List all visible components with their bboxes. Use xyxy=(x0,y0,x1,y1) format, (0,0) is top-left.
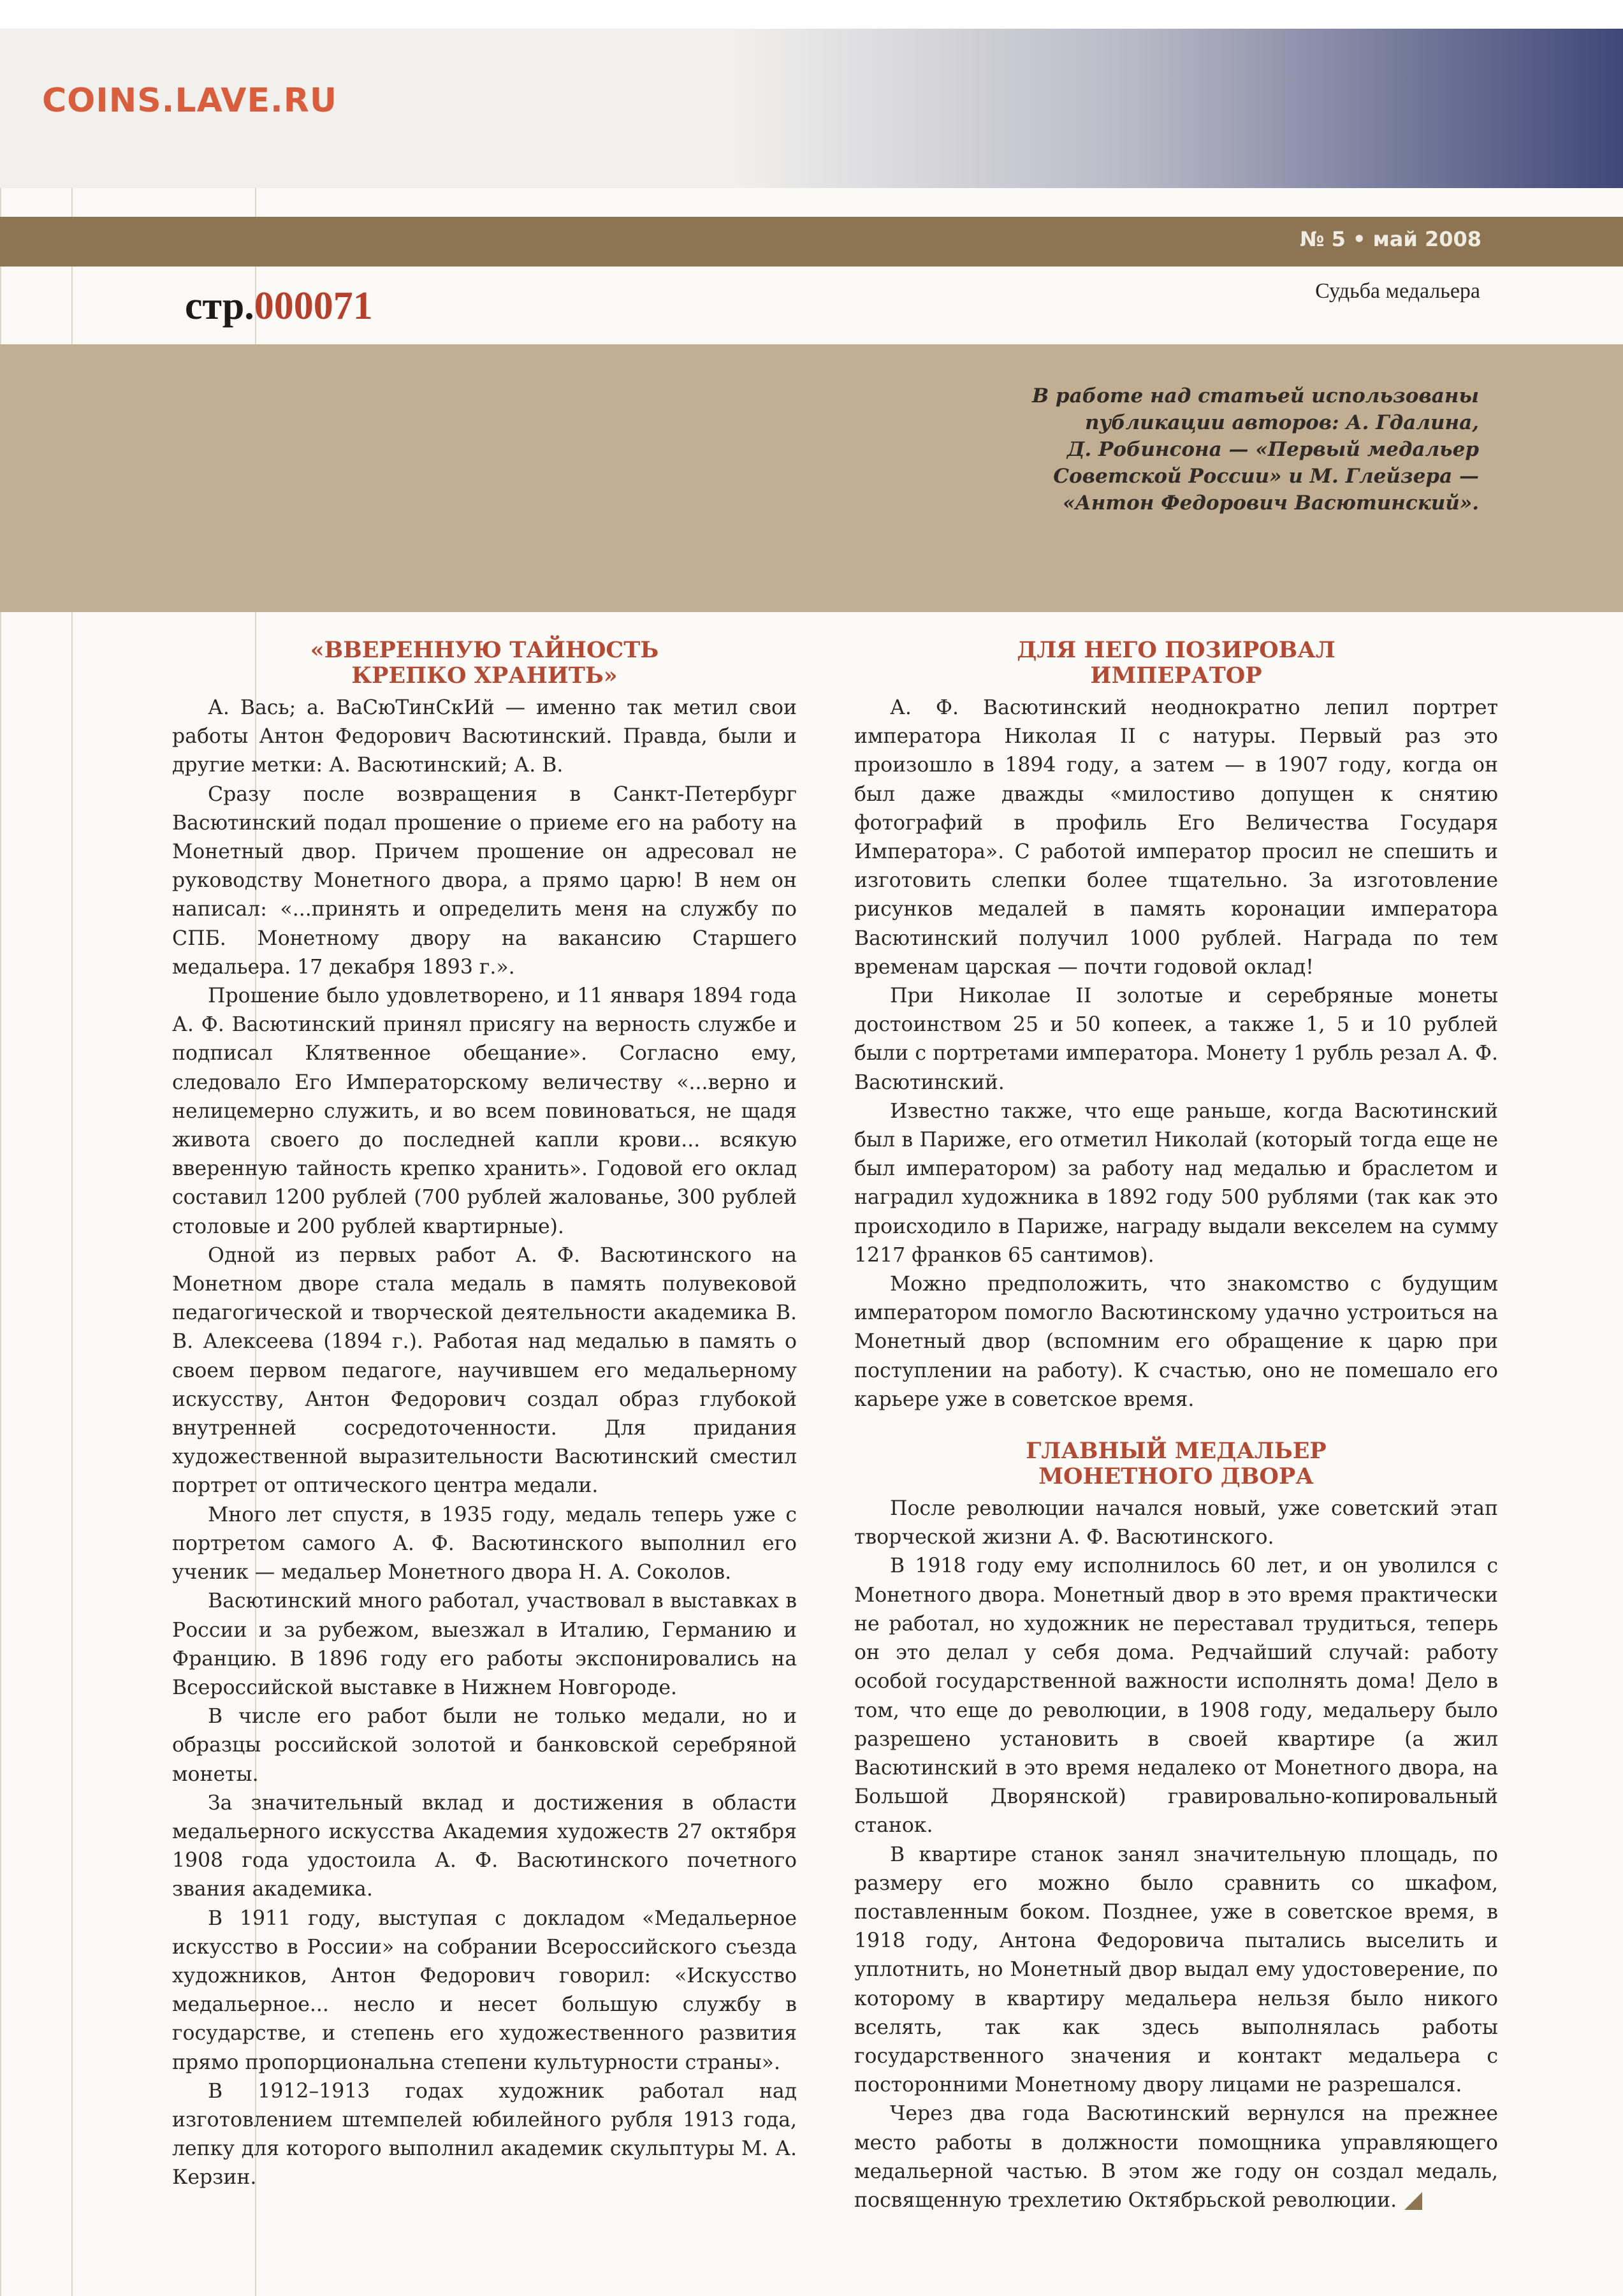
paragraph: После революции начался новый, уже советский этап творческой жизни А. Ф. Васютинского. xyxy=(854,1497,1498,1549)
paragraph-text: Через два года Васютинский вернулся на прежнее место работы в должности помощника управляющего медальерной частью. В этом же году он создал медаль, посвященную трехлетию Октябрьской революции. xyxy=(854,2102,1498,2212)
paragraph: А. Вась; а. ВаСюТинСкИй — именно так метил свои работы Антон Федорович Васютинский. Правда, были и другие метки: А. Васютинский; А. В. xyxy=(172,696,797,777)
heading-line: ИМПЕРАТОР xyxy=(1090,662,1262,689)
paragraph: Одной из первых работ А. Ф. Васютинского на Монетном дворе стала медаль в память полувековой педагогической и творческой деятельности академика В. В. Алексеева (1894 г.). Работая над медалью в память о своем первом педагоге, научившем его медальерному искусству, Антон Федорович создал образ глубокой внутренней сосредоточенности. Для придания художественной выразительности Васютинский сместил портрет от оптического центра медали. xyxy=(172,1243,797,1498)
paragraph: Можно предположить, что знакомство с будущим императором помогло Васютинскому удачно устроиться на Монетный двор (вспомним его обращение к царю при поступлении на работу). К счастью, оно не помешало его карьере уже в советское время. xyxy=(854,1273,1498,1411)
paragraph: За значительный вклад и достижения в области медальерного искусства Академия художеств 27 октября 1908 года удостоила А. Ф. Васютинского почетного звания академика. xyxy=(172,1791,797,1901)
issue-label: № 5 • май 2008 xyxy=(1299,227,1481,251)
section-heading xyxy=(854,638,1498,689)
paragraph: В 1918 году ему исполнилось 60 лет, и он уволился с Монетного двора. Монетный двор в это время практически не работал, но художник не переставал трудиться, теперь он это делал у себя дома. Редчайший случай: работу особой государственной важности исполнять дома! Дело в том, что еще до революции, в 1908 году, медальеру было разрешено установить в своей квартире (а жил Васютинский в это время недалеко от Монетного двора, на Большой Дворянской) гравировально-копировальный станок. xyxy=(854,1554,1498,1838)
paragraph: Васютинский много работал, участвовал в выставках в России и за рубежом, выезжал в Италию, Германию и Францию. В 1896 году его работы экспонировались на Всероссийской выставке в Нижнем Новгороде. xyxy=(172,1590,797,1699)
heading-line: «ВВЕРЕННУЮ ТАЙНОСТЬ xyxy=(310,637,659,663)
source-line: публикации авторов: А. Гдалина, xyxy=(1085,411,1479,434)
paragraph: В числе его работ были не только медали, но и образцы российской золотой и банковской серебряной монеты. xyxy=(172,1705,797,1786)
source-line: В работе над статьей использованы xyxy=(1031,384,1479,407)
scan-margin xyxy=(0,0,1623,29)
paragraph: Известно также, что еще раньше, когда Васютинский был в Париже, его отметил Николай (который тогда еще не был императором) за работу над медалью и браслетом и наградил художника в 1892 году 500 рублями (так как это происходило в Париже, награду выдали векселем на сумму 1217 франков 65 сантимов). xyxy=(854,1099,1498,1267)
source-note xyxy=(956,383,1479,516)
paragraph xyxy=(854,2100,1498,2215)
paragraph: При Николае II золотые и серебряные монеты достоинством 25 и 50 копеек, а также 1, 5 и 10 рублей были с портретами императора. Монету 1 рубль резал А. Ф. Васютинский. xyxy=(854,984,1498,1094)
section-heading xyxy=(854,1438,1498,1489)
page-digits: 000071 xyxy=(254,284,373,328)
heading-line: КРЕПКО ХРАНИТЬ» xyxy=(351,662,618,689)
heading-line: МОНЕТНОГО ДВОРА xyxy=(1038,1463,1314,1490)
paragraph: В 1911 году, выступая с докладом «Медальерное искусство в России» на собрании Всероссийского съезда художников, Антон Федорович говорил: «Искусство медальерное... несло и несет большую службу в государстве, и степень его художественного развития прямо пропорциональна степени культурности страны». xyxy=(172,1906,797,2074)
source-line: «Антон Федорович Васютинский». xyxy=(1063,492,1479,515)
section-heading xyxy=(172,638,797,689)
page-number xyxy=(185,284,373,329)
paragraph: Прошение было удовлетворено, и 11 января 1894 года А. Ф. Васютинский принял присягу на верность службе и подписал Клятвенное обещание». Согласно ему, следовало Его Императорскому величеству «...верно и нелицемерно служить, и во всем повиноваться, не щадя живота своего до последней капли крови... всякую вверенную тайность крепко хранить». Годовой его оклад составил 1200 рублей (700 рублей жалованье, 300 рублей столовые и 200 рублей квартирные). xyxy=(172,984,797,1238)
source-line: Советской России» и М. Глейзера — xyxy=(1053,465,1479,488)
heading-line: ДЛЯ НЕГО ПОЗИРОВАЛ xyxy=(1017,637,1336,663)
source-line: Д. Робинсона — «Первый медальер xyxy=(1066,438,1479,461)
paragraph: В 1912–1913 годах художник работал над изготовлением штемпелей юбилейного рубля 1913 года, лепку для которого выполнил академик скульптуры М. А. Керзин. xyxy=(172,2079,797,2190)
right-column xyxy=(854,638,1498,2215)
watermark: COINS.LAVE.RU xyxy=(42,82,338,120)
page-prefix: стр. xyxy=(185,284,254,328)
paragraph: Много лет спустя, в 1935 году, медаль теперь уже с портретом самого А. Ф. Васютинского выполнил его ученик — медальер Монетного двора Н. А. Соколов. xyxy=(172,1503,797,1584)
paragraph: В квартире станок занял значительную площадь, по размеру его можно было сравнить со шкафом, поставленным боком. Позднее, уже в советское время, в 1918 году, Антона Федоровича пытались выселить и уплотнить, но Монетный двор выдал ему удостоверение, по которому в квартиру медальера нельзя было никого вселять, так как здесь выполнялась работы государственного значения и контакт медальера с посторонними Монетному двору лицами не разрешался. xyxy=(854,1843,1498,2097)
left-column xyxy=(172,638,797,2193)
paragraph: Сразу после возвращения в Санкт-Петербург Васютинский подал прошение о приеме его на работу на Монетный двор. Причем прошение он адресовал не руководству Монетного двора, а прямо царю! В нем он написал: «...принять и определить меня на службу по СПБ. Монетному двору на вакансию Старшего медальера. 17 декабря 1893 г.». xyxy=(172,782,797,979)
section-title: Судьба медальера xyxy=(1315,279,1480,303)
paragraph: А. Ф. Васютинский неоднократно лепил портрет императора Николая II с натуры. Первый раз это произошло в 1894 году, а затем — в 1907 году, когда он был даже дважды «милостиво допущен к снятию фотографий в профиль Его Величества Государя Императора». С работой император просил не спешить и изготовить слепки более тщательно. За изготовление рисунков медалей в память коронации императора Васютинский получил 1000 рублей. Награда по тем временам царская — почти годовой оклад! xyxy=(854,696,1498,979)
heading-line: ГЛАВНЫЙ МЕДАЛЬЕР xyxy=(1026,1438,1327,1465)
end-of-article-icon xyxy=(1404,2192,1422,2210)
